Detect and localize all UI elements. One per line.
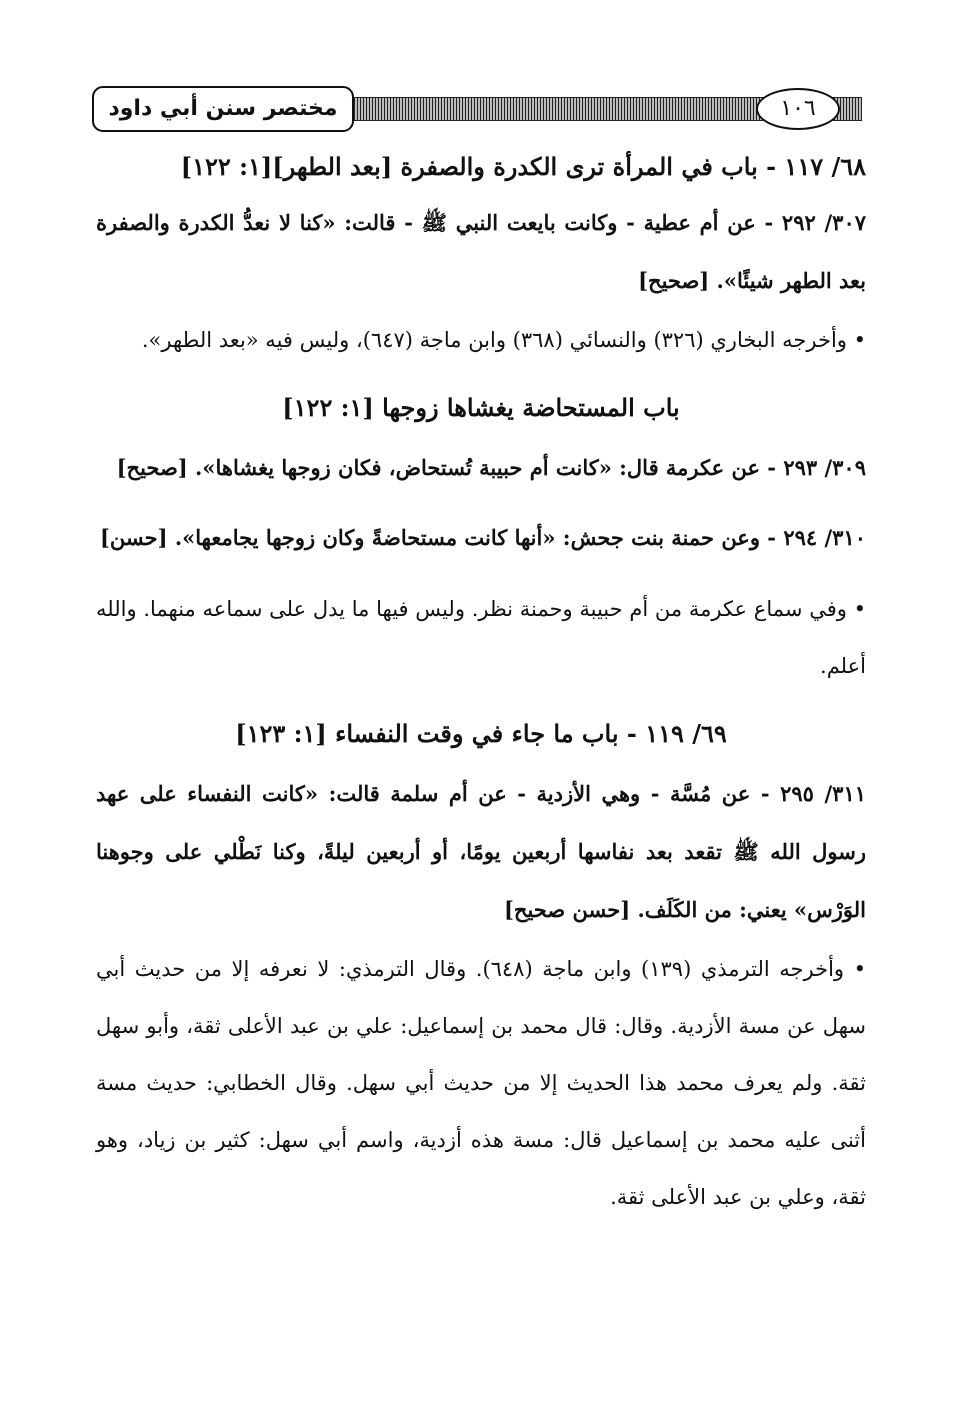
hadith-intro: ٣١١/ ٢٩٥ - عن مُسَّة - وهي الأزدية - عن أم سلمة قالت: « [304,781,867,806]
hadith-grade: ». [صحيح] [116,455,216,480]
chapter-heading: ٦٩/ ١١٩ - باب ما جاء في وقت النفساء [١: ١٢٣] [235,719,727,748]
takhrij-note: • وأخرجه الترمذي (١٣٩) وابن ماجة (٦٤٨). وقال الترمذي: لا نعرفه إلا من حديث أبي سهل عن مسة الأزدية. وقال: قال محمد بن إسماعيل: علي بن عبد الأعلى ثقة، وأبو سهل ثقة. ولم يعرف محمد هذا الحديث إلا من حديث أبي سهل. وقال الخطابي: حديث مسة أثنى عليه محمد بن إسماعيل قال: مسة هذه أزدية، واسم أبي سهل: كثير بن زياد، وهو ثقة، وعلي بن عبد الأعلى ثقة. [96,957,866,1209]
page-header [92,86,864,136]
hadith-matn: كانت أم حبيبة تُستحاض، فكان زوجها يغشاها [215,455,599,480]
hadith-matn: كانت النفساء على عهد رسول الله ﷺ تقعد بعد نفاسها أربعين يومًا، أو أربعين ليلةً، وكنا نَطْلي على وجوهنا الوَرْس [96,781,866,922]
takhrij-note: • وفي سماع عكرمة من أم حبيبة وحمنة نظر. وليس فيها ما يدل على سماعه منهما. والله أعلم. [96,597,866,678]
chapter-heading: باب المستحاضة يغشاها زوجها [١: ١٢٢] [282,393,680,422]
hadith-text [96,194,866,310]
chapter-heading: ٦٨/ ١١٧ - باب في المرأة ترى الكدرة والصفرة [بعد الطهر][١: ١٢٢] [180,152,866,181]
hadith-text [96,509,866,567]
page-body [96,136,866,1226]
hadith-text [96,439,866,497]
hadith-grade: ». [حسن] [99,525,196,550]
hadith-matn: أنها كانت مستحاضةً وكان زوجها يجامعها [195,525,543,550]
spacer [96,497,866,509]
page-number: ١٠٦ [756,88,840,130]
hadith-matn: كنا لا نعدُّ الكدرة والصفرة بعد الطهر شيئًا [96,210,866,293]
takhrij-note: • وأخرجه البخاري (٣٢٦) والنسائي (٣٦٨) وابن ماجة (٦٤٧)، وليس فيه «بعد الطهر». [141,328,866,352]
hadith-text [96,765,866,939]
hadith-grade: » يعني: من الكَلَف. [حسن صحيح] [503,897,808,922]
hadith-grade: ». [صحيح] [638,268,737,293]
hadith-intro: ٣١٠/ ٢٩٤ - وعن حمنة بنت جحش: « [542,525,866,550]
hadith-intro: ٣٠٩/ ٢٩٣ - عن عكرمة قال: « [598,455,866,480]
hadith-intro: ٣٠٧/ ٢٩٢ - عن أم عطية - وكانت بايعت النبي ﷺ - قالت: « [322,210,867,235]
book-title: مختصر سنن أبي داود [92,86,354,132]
spacer [96,567,866,579]
